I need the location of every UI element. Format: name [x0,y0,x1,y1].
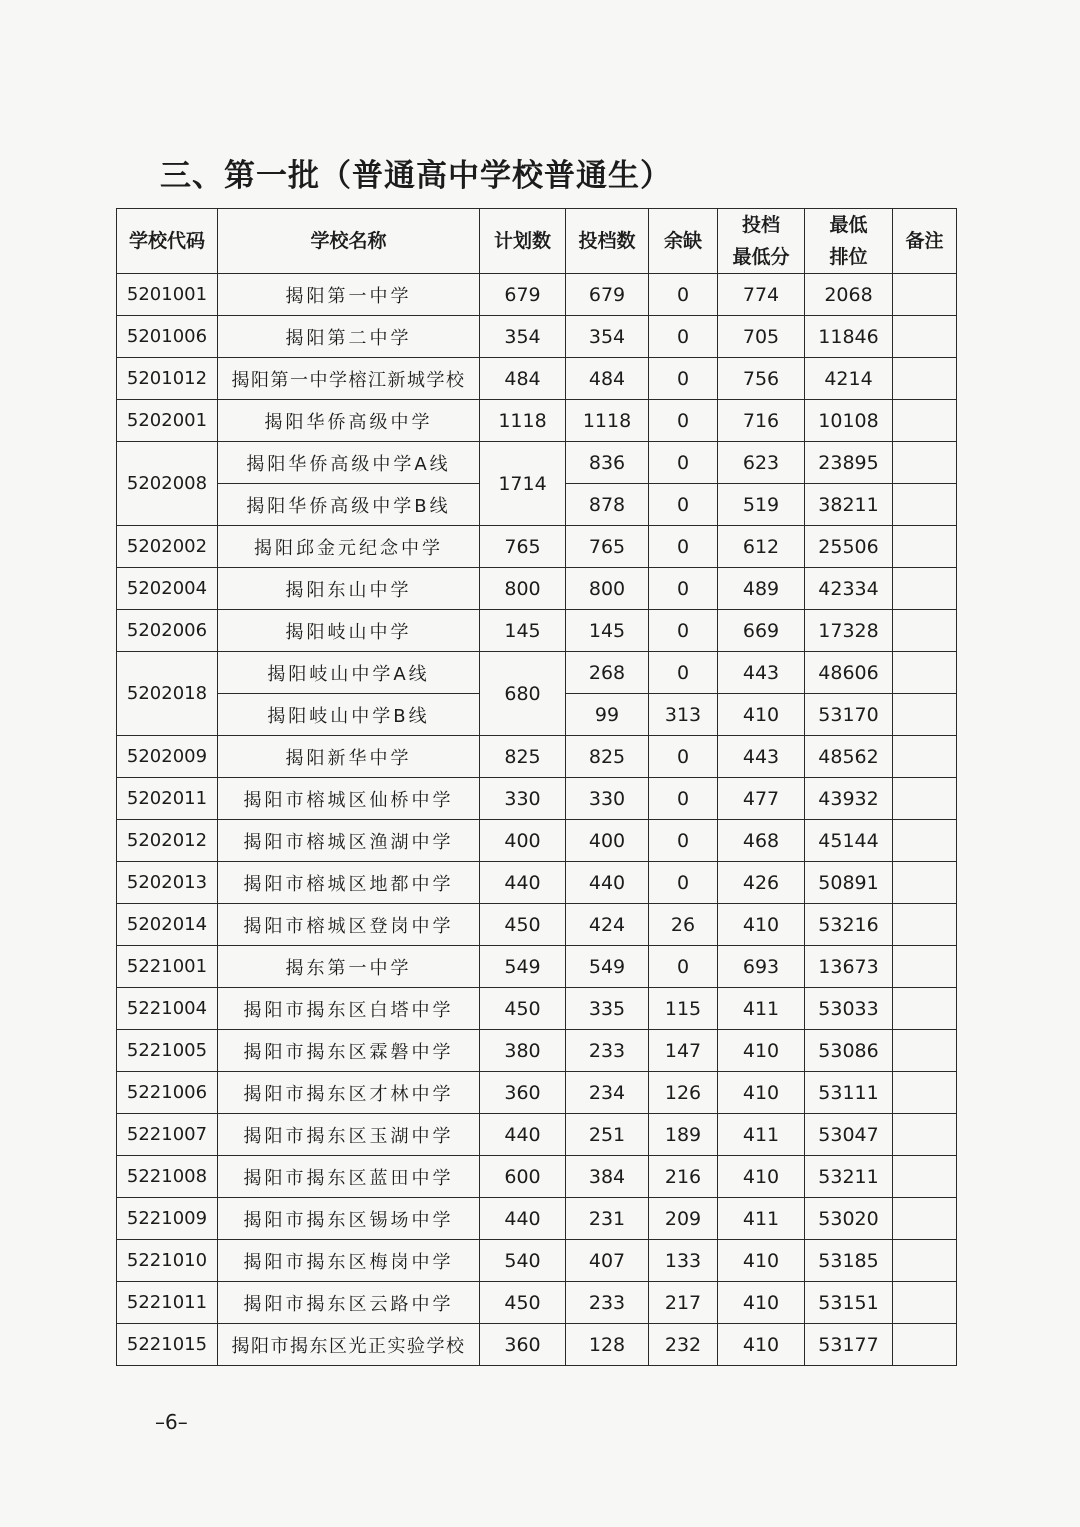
cell-score: 443 [718,652,805,694]
cell-code: 5201001 [117,274,218,316]
cell-name: 揭阳市榕城区地都中学 [218,862,480,904]
cell-admit: 99 [566,694,649,736]
cell-code: 5202004 [117,568,218,610]
cell-rank: 11846 [805,316,893,358]
table-row [117,1198,957,1240]
cell-rank: 42334 [805,568,893,610]
cell-vacancy: 133 [649,1240,718,1282]
cell-plan: 765 [480,526,566,568]
cell-name: 揭阳市揭东区蓝田中学 [218,1156,480,1198]
cell-score: 693 [718,946,805,988]
cell-remark [893,778,957,820]
cell-vacancy: 147 [649,1030,718,1072]
cell-vacancy: 0 [649,442,718,484]
cell-rank: 53033 [805,988,893,1030]
cell-code: 5202012 [117,820,218,862]
section-title: 三、第一批（普通高中学校普通生） [160,158,672,194]
cell-plan: 145 [480,610,566,652]
cell-rank: 53151 [805,1282,893,1324]
cell-plan: 450 [480,1282,566,1324]
table-row [117,526,957,568]
cell-rank: 53020 [805,1198,893,1240]
cell-rank: 53086 [805,1030,893,1072]
table-row [117,400,957,442]
cell-code: 5221007 [117,1114,218,1156]
cell-remark [893,610,957,652]
cell-rank: 53185 [805,1240,893,1282]
cell-admit: 679 [566,274,649,316]
cell-code: 5202002 [117,526,218,568]
cell-plan: 679 [480,274,566,316]
header-name: 学校名称 [218,209,480,274]
cell-remark [893,1240,957,1282]
cell-remark [893,1324,957,1366]
header-vacancy: 余缺 [649,209,718,274]
cell-plan: 440 [480,862,566,904]
cell-vacancy: 189 [649,1114,718,1156]
cell-score: 443 [718,736,805,778]
cell-rank: 48562 [805,736,893,778]
cell-score: 410 [718,1072,805,1114]
cell-code: 5201012 [117,358,218,400]
cell-score: 411 [718,1114,805,1156]
cell-vacancy: 313 [649,694,718,736]
cell-score: 410 [718,1324,805,1366]
cell-name: 揭阳岐山中学B线 [218,694,480,736]
cell-remark [893,316,957,358]
table-body [117,274,957,1366]
cell-vacancy: 0 [649,400,718,442]
cell-remark [893,484,957,526]
cell-code: 5221009 [117,1198,218,1240]
cell-rank: 4214 [805,358,893,400]
cell-score: 669 [718,610,805,652]
cell-remark [893,988,957,1030]
cell-vacancy: 232 [649,1324,718,1366]
cell-rank: 38211 [805,484,893,526]
cell-score: 410 [718,1156,805,1198]
cell-name: 揭阳华侨高级中学 [218,400,480,442]
cell-code: 5202018 [117,652,218,736]
cell-rank: 53170 [805,694,893,736]
cell-score: 426 [718,862,805,904]
cell-score: 623 [718,442,805,484]
header-min-score-line1: 投档 [741,214,780,236]
table-row [117,1030,957,1072]
cell-name: 揭阳第一中学榕江新城学校 [218,358,480,400]
cell-admit: 268 [566,652,649,694]
cell-remark [893,862,957,904]
cell-code: 5221008 [117,1156,218,1198]
cell-remark [893,694,957,736]
table-row [117,442,957,484]
cell-remark [893,1072,957,1114]
cell-name: 揭阳华侨高级中学B线 [218,484,480,526]
cell-code: 5221004 [117,988,218,1030]
table-row [117,1156,957,1198]
cell-vacancy: 126 [649,1072,718,1114]
cell-score: 756 [718,358,805,400]
header-min-rank-line2: 排位 [829,246,868,268]
cell-name: 揭阳市揭东区锡场中学 [218,1198,480,1240]
cell-name: 揭阳市揭东区梅岗中学 [218,1240,480,1282]
cell-vacancy: 26 [649,904,718,946]
cell-admit: 335 [566,988,649,1030]
cell-remark [893,820,957,862]
cell-name: 揭阳市揭东区玉湖中学 [218,1114,480,1156]
cell-plan: 440 [480,1114,566,1156]
cell-rank: 53111 [805,1072,893,1114]
cell-score: 411 [718,1198,805,1240]
cell-vacancy: 0 [649,316,718,358]
cell-plan: 330 [480,778,566,820]
cell-admit: 765 [566,526,649,568]
cell-score: 716 [718,400,805,442]
cell-admit: 233 [566,1030,649,1072]
cell-remark [893,568,957,610]
cell-remark [893,1282,957,1324]
cell-name: 揭阳市揭东区白塔中学 [218,988,480,1030]
table-row [117,1114,957,1156]
cell-vacancy: 115 [649,988,718,1030]
cell-admit: 234 [566,1072,649,1114]
cell-plan: 800 [480,568,566,610]
cell-code: 5221005 [117,1030,218,1072]
cell-remark [893,736,957,778]
cell-admit: 330 [566,778,649,820]
cell-code: 5221006 [117,1072,218,1114]
header-remark: 备注 [893,209,957,274]
cell-score: 410 [718,694,805,736]
cell-vacancy: 0 [649,652,718,694]
cell-name: 揭阳岐山中学A线 [218,652,480,694]
cell-score: 468 [718,820,805,862]
cell-score: 612 [718,526,805,568]
cell-name: 揭阳市揭东区光正实验学校 [218,1324,480,1366]
cell-code: 5202006 [117,610,218,652]
header-min-score [718,209,805,274]
cell-rank: 48606 [805,652,893,694]
cell-vacancy: 0 [649,358,718,400]
cell-vacancy: 0 [649,820,718,862]
cell-plan: 484 [480,358,566,400]
cell-rank: 53047 [805,1114,893,1156]
cell-code: 5201006 [117,316,218,358]
cell-score: 410 [718,1282,805,1324]
table-row [117,316,957,358]
cell-name: 揭阳东山中学 [218,568,480,610]
table-row [117,610,957,652]
cell-score: 477 [718,778,805,820]
cell-rank: 10108 [805,400,893,442]
table-row [117,358,957,400]
cell-admit: 1118 [566,400,649,442]
cell-admit: 128 [566,1324,649,1366]
cell-rank: 45144 [805,820,893,862]
cell-plan: 354 [480,316,566,358]
cell-rank: 25506 [805,526,893,568]
cell-plan: 549 [480,946,566,988]
cell-plan: 450 [480,988,566,1030]
cell-plan: 400 [480,820,566,862]
cell-name: 揭阳华侨高级中学A线 [218,442,480,484]
cell-vacancy: 216 [649,1156,718,1198]
cell-admit: 231 [566,1198,649,1240]
table-row [117,820,957,862]
cell-admit: 233 [566,1282,649,1324]
cell-plan: 600 [480,1156,566,1198]
cell-score: 410 [718,904,805,946]
cell-name: 揭阳市榕城区登岗中学 [218,904,480,946]
cell-code: 5221011 [117,1282,218,1324]
cell-remark [893,442,957,484]
cell-admit: 400 [566,820,649,862]
cell-score: 410 [718,1240,805,1282]
cell-admit: 440 [566,862,649,904]
cell-admit: 145 [566,610,649,652]
cell-plan: 440 [480,1198,566,1240]
cell-rank: 50891 [805,862,893,904]
cell-plan: 540 [480,1240,566,1282]
cell-remark [893,274,957,316]
cell-plan: 450 [480,904,566,946]
cell-remark [893,1156,957,1198]
cell-name: 揭阳岐山中学 [218,610,480,652]
header-row [117,209,957,274]
cell-plan: 380 [480,1030,566,1072]
cell-vacancy: 0 [649,946,718,988]
cell-admit: 878 [566,484,649,526]
cell-score: 705 [718,316,805,358]
cell-admit: 836 [566,442,649,484]
admission-table [116,208,957,1366]
cell-vacancy: 0 [649,610,718,652]
cell-code: 5202014 [117,904,218,946]
cell-remark [893,526,957,568]
cell-code: 5221001 [117,946,218,988]
cell-remark [893,946,957,988]
table-row [117,778,957,820]
cell-score: 411 [718,988,805,1030]
cell-code: 5202013 [117,862,218,904]
cell-remark [893,1198,957,1240]
cell-remark [893,652,957,694]
cell-admit: 251 [566,1114,649,1156]
cell-admit: 384 [566,1156,649,1198]
cell-code: 5202008 [117,442,218,526]
header-plan: 计划数 [480,209,566,274]
header-min-score-line2: 最低分 [732,246,790,268]
table-row [117,568,957,610]
cell-plan: 360 [480,1072,566,1114]
cell-vacancy: 0 [649,484,718,526]
cell-vacancy: 209 [649,1198,718,1240]
cell-admit: 825 [566,736,649,778]
cell-name: 揭阳邱金元纪念中学 [218,526,480,568]
cell-remark [893,358,957,400]
cell-code: 5221015 [117,1324,218,1366]
cell-remark [893,400,957,442]
cell-score: 410 [718,1030,805,1072]
cell-code: 5202009 [117,736,218,778]
header-min-rank [805,209,893,274]
cell-admit: 549 [566,946,649,988]
cell-rank: 23895 [805,442,893,484]
cell-rank: 53177 [805,1324,893,1366]
table-row [117,988,957,1030]
cell-admit: 484 [566,358,649,400]
cell-vacancy: 217 [649,1282,718,1324]
table-row [117,1072,957,1114]
cell-name: 揭阳市榕城区渔湖中学 [218,820,480,862]
cell-remark [893,1030,957,1072]
table-row [117,1282,957,1324]
cell-vacancy: 0 [649,274,718,316]
cell-remark [893,1114,957,1156]
cell-rank: 53211 [805,1156,893,1198]
cell-plan: 680 [480,652,566,736]
cell-score: 489 [718,568,805,610]
cell-vacancy: 0 [649,526,718,568]
cell-admit: 424 [566,904,649,946]
cell-vacancy: 0 [649,568,718,610]
cell-name: 揭东第一中学 [218,946,480,988]
cell-name: 揭阳市榕城区仙桥中学 [218,778,480,820]
cell-rank: 43932 [805,778,893,820]
cell-score: 774 [718,274,805,316]
cell-name: 揭阳第一中学 [218,274,480,316]
cell-score: 519 [718,484,805,526]
cell-plan: 360 [480,1324,566,1366]
cell-code: 5221010 [117,1240,218,1282]
cell-vacancy: 0 [649,778,718,820]
header-code: 学校代码 [117,209,218,274]
cell-name: 揭阳新华中学 [218,736,480,778]
table-row [117,862,957,904]
cell-rank: 2068 [805,274,893,316]
page-number: –6– [155,1410,188,1434]
cell-vacancy: 0 [649,862,718,904]
cell-vacancy: 0 [649,736,718,778]
table-row [117,904,957,946]
table-row [117,736,957,778]
table-row [117,1324,957,1366]
table-row [117,946,957,988]
cell-plan: 825 [480,736,566,778]
table-row [117,652,957,694]
cell-name: 揭阳第二中学 [218,316,480,358]
table-row [117,1240,957,1282]
cell-code: 5202011 [117,778,218,820]
cell-admit: 800 [566,568,649,610]
cell-admit: 354 [566,316,649,358]
header-min-rank-line1: 最低 [829,214,868,236]
cell-code: 5202001 [117,400,218,442]
table-row [117,274,957,316]
cell-plan: 1118 [480,400,566,442]
cell-rank: 17328 [805,610,893,652]
cell-plan: 1714 [480,442,566,526]
cell-name: 揭阳市揭东区霖磐中学 [218,1030,480,1072]
cell-rank: 53216 [805,904,893,946]
cell-rank: 13673 [805,946,893,988]
cell-name: 揭阳市揭东区云路中学 [218,1282,480,1324]
cell-remark [893,904,957,946]
cell-admit: 407 [566,1240,649,1282]
header-admit: 投档数 [566,209,649,274]
cell-name: 揭阳市揭东区才林中学 [218,1072,480,1114]
